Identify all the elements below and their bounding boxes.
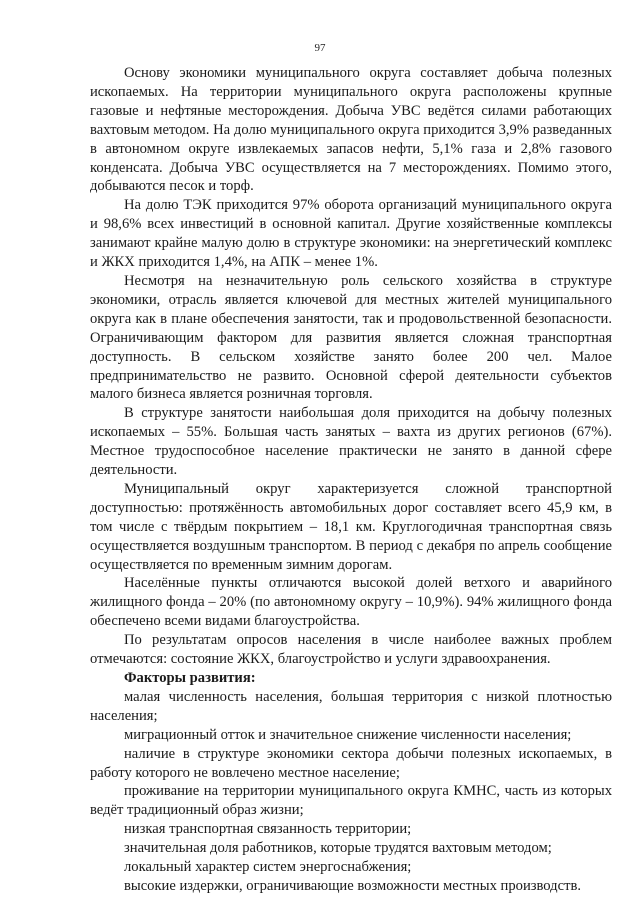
factor-item: значительная доля работников, которые трудятся вахтовым методом; [124,840,552,857]
page-number: 97 [314,42,326,54]
factor-item: низкая транспортная связанность территории; [124,821,412,838]
paragraph-survey: По результатам опросов населения в числе наиболее важных проблем отмечаются: состояние ЖКХ, благоустройство и услуги здравоохранения. [90,632,612,668]
paragraph-employment: В структуре занятости наибольшая доля приходится на добычу полезных ископаемых – 55%. Большая часть занятых – вахта из других регионов (67%). Местное трудоспособное население практически не занято в данной сфере деятельности. [90,405,612,479]
factor-item: локальный характер систем энергоснабжения; [124,859,412,876]
factor-item: наличие в структуре экономики сектора добычи полезных ископаемых, в работу которого не вовлечено местное население; [90,745,612,781]
paragraph-housing: Населённые пункты отличаются высокой долей ветхого и аварийного жилищного фонда – 20% (по автономному округу – 10,9%). 94% жилищного фонда обеспечено всеми видами благоустройства. [90,575,612,630]
paragraph-tek-share: На долю ТЭК приходится 97% оборота организаций муниципального округа и 98,6% всех инвестиций в основной капитал. Другие хозяйственные комплексы занимают крайне малую долю в структуре экономики: на энергетический комплекс и ЖКХ приходится 1,4%, на АПК – менее 1%. [90,197,612,271]
paragraph-agriculture: Несмотря на незначительную роль сельского хозяйства в структуре экономики, отрасль является ключевой для местных жителей муниципального округа как в плане обеспечения занятости, так и продовольственной безопасности. Ограничивающим фактором для развития является сложная транспортная доступность. В сельском хозяйстве занято более 200 чел. Малое предпринимательство не развито. Основной сферой деятельности субъектов малого бизнеса является розничная торговля. [90,272,612,403]
factors-heading: Факторы развития: [124,670,256,686]
paragraph-transport: Муниципальный округ характеризуется сложной транспортной доступностью: протяжённость автомобильных дорог составляет всего 45,9 км, в том числе с твёрдым покрытием – 18,1 км. Круглогодичная транспортная связь осуществляется воздушным транспортом. В период с декабря по апрель сообщение осуществляется по временным зимним дорогам. [90,480,612,573]
document-body [90,64,612,896]
factor-item: миграционный отток и значительное снижение численности населения; [124,726,572,743]
factor-item: малая численность населения, большая территория с низкой плотностью населения; [90,688,612,724]
factor-item: проживание на территории муниципального округа КМНС, часть из которых ведёт традиционный образ жизни; [90,783,612,819]
factor-item: высокие издержки, ограничивающие возможности местных производств. [124,877,582,894]
paragraph-economy-basis: Основу экономики муниципального округа составляет добыча полезных ископаемых. На территории муниципального округа расположены крупные газовые и нефтяные месторождения. Добыча УВС ведётся силами работающих вахтовым методом. На долю муниципального округа приходится 3,9% разведанных в автономном округе извлекаемых запасов нефти, 5,1% газа и 2,8% газового конденсата. Добыча УВС осуществляется на 7 месторождениях. Помимо этого, добываются песок и торф. [90,65,612,195]
